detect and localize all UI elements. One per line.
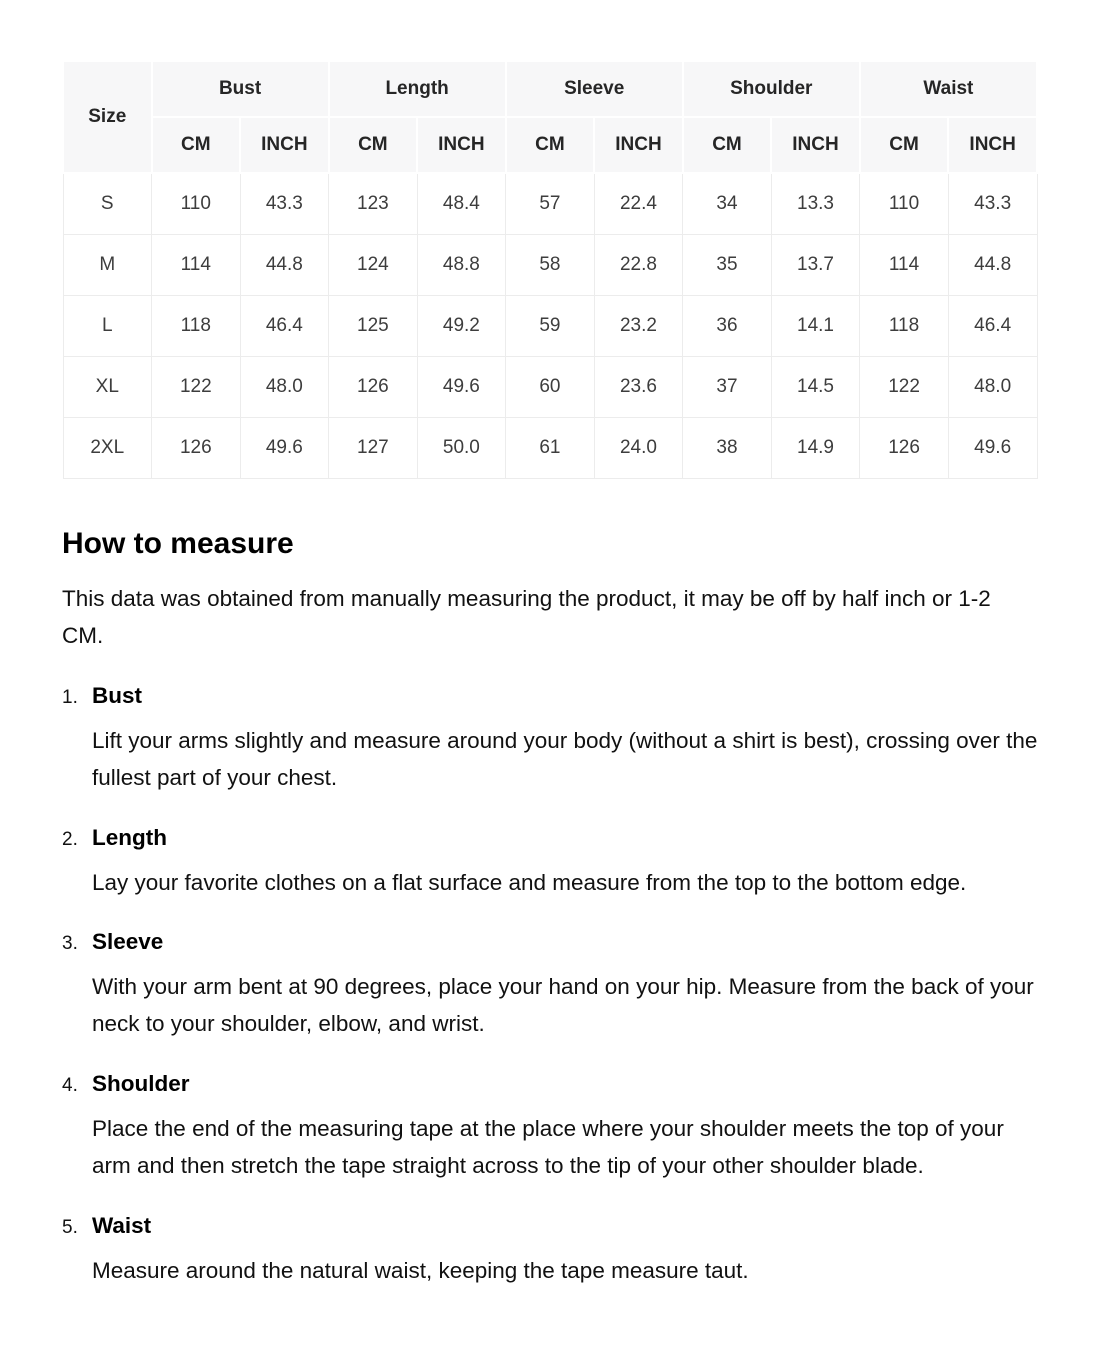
measurement-cell: 14.5 <box>771 357 860 418</box>
measurement-cell: 48.4 <box>417 173 506 235</box>
measurement-cell: 50.0 <box>417 418 506 479</box>
measurement-cell: 49.6 <box>417 357 506 418</box>
measurement-cell: 114 <box>152 235 241 296</box>
measurement-cell: 23.6 <box>594 357 683 418</box>
measurement-cell: 35 <box>683 235 772 296</box>
measure-instructions-list <box>62 683 1038 1290</box>
unit-header-bust-cm: CM <box>152 117 241 173</box>
measurement-cell: 13.7 <box>771 235 860 296</box>
group-header-sleeve: Sleeve <box>506 61 683 117</box>
size-cell: M <box>63 235 152 296</box>
measurement-cell: 61 <box>506 418 595 479</box>
group-header-shoulder: Shoulder <box>683 61 860 117</box>
item-description: With your arm bent at 90 degrees, place your hand on your hip. Measure from the back of your neck to your shoulder, elbow, and wrist. <box>92 974 1034 1037</box>
measurement-cell: 60 <box>506 357 595 418</box>
item-number: 2. <box>62 828 78 850</box>
size-cell: XL <box>63 357 152 418</box>
item-description: Place the end of the measuring tape at the place where your shoulder meets the top of your arm and then stretch the tape straight across to the tip of your other shoulder blade. <box>92 1116 1004 1179</box>
item-number: 1. <box>62 686 78 708</box>
unit-header-sleeve-inch: INCH <box>594 117 683 173</box>
measurement-cell: 126 <box>152 418 241 479</box>
item-description: Lay your favorite clothes on a flat surface and measure from the top to the bottom edge. <box>92 869 967 895</box>
measurement-cell: 126 <box>860 418 949 479</box>
unit-header-length-inch: INCH <box>417 117 506 173</box>
measure-item-waist <box>62 1213 1038 1290</box>
measurement-cell: 22.4 <box>594 173 683 235</box>
measurement-cell: 126 <box>329 357 418 418</box>
measurement-cell: 44.8 <box>948 235 1037 296</box>
measurement-cell: 22.8 <box>594 235 683 296</box>
measurement-cell: 48.0 <box>240 357 329 418</box>
measurement-cell: 49.2 <box>417 296 506 357</box>
measure-item-length <box>62 825 1038 902</box>
measurement-cell: 46.4 <box>948 296 1037 357</box>
measurement-cell: 127 <box>329 418 418 479</box>
group-header-waist: Waist <box>860 61 1037 117</box>
measurement-cell: 34 <box>683 173 772 235</box>
measurement-cell: 114 <box>860 235 949 296</box>
measurement-cell: 23.2 <box>594 296 683 357</box>
unit-header-shoulder-inch: INCH <box>771 117 860 173</box>
item-description: Lift your arms slightly and measure around your body (without a shirt is best), crossing over the fullest part of your chest. <box>92 727 1038 790</box>
item-number: 5. <box>62 1217 78 1239</box>
how-to-measure-intro: This data was obtained from manually measuring the product, it may be off by half inch or 1-2 CM. <box>62 586 991 648</box>
unit-header-sleeve-cm: CM <box>506 117 595 173</box>
measurement-cell: 110 <box>152 173 241 235</box>
measurement-cell: 13.3 <box>771 173 860 235</box>
measurement-cell: 124 <box>329 235 418 296</box>
size-cell: L <box>63 296 152 357</box>
measurement-cell: 48.0 <box>948 357 1037 418</box>
measurement-cell: 58 <box>506 235 595 296</box>
measurement-cell: 49.6 <box>240 418 329 479</box>
group-header-length: Length <box>329 61 506 117</box>
how-to-measure-heading: How to measure <box>62 527 294 560</box>
measurement-cell: 118 <box>152 296 241 357</box>
item-term: Waist <box>92 1213 152 1239</box>
measurement-cell: 44.8 <box>240 235 329 296</box>
measurement-cell: 59 <box>506 296 595 357</box>
measure-item-sleeve <box>62 929 1038 1043</box>
size-cell: 2XL <box>63 418 152 479</box>
measurement-cell: 24.0 <box>594 418 683 479</box>
measurement-cell: 14.9 <box>771 418 860 479</box>
unit-header-shoulder-cm: CM <box>683 117 772 173</box>
measurement-cell: 110 <box>860 173 949 235</box>
measurement-cell: 122 <box>152 357 241 418</box>
unit-header-bust-inch: INCH <box>240 117 329 173</box>
item-number: 4. <box>62 1075 78 1097</box>
size-chart-table <box>62 60 1038 479</box>
measurement-cell: 14.1 <box>771 296 860 357</box>
measurement-cell: 46.4 <box>240 296 329 357</box>
table-row-m <box>63 235 1037 296</box>
item-term: Bust <box>92 682 142 708</box>
size-column-header: Size <box>63 61 152 173</box>
unit-header-waist-cm: CM <box>860 117 949 173</box>
measurement-cell: 122 <box>860 357 949 418</box>
measurement-cell: 43.3 <box>240 173 329 235</box>
unit-header-length-cm: CM <box>329 117 418 173</box>
measure-item-bust <box>62 683 1038 797</box>
size-cell: S <box>63 173 152 235</box>
measure-item-shoulder <box>62 1071 1038 1185</box>
measurement-cell: 125 <box>329 296 418 357</box>
measurement-cell: 49.6 <box>948 418 1037 479</box>
item-term: Shoulder <box>92 1071 190 1097</box>
item-description: Measure around the natural waist, keeping the tape measure taut. <box>92 1258 749 1284</box>
measurement-cell: 43.3 <box>948 173 1037 235</box>
measurement-cell: 36 <box>683 296 772 357</box>
item-number: 3. <box>62 933 78 955</box>
measurement-cell: 118 <box>860 296 949 357</box>
table-row-2xl <box>63 418 1037 479</box>
table-row-xl <box>63 357 1037 418</box>
group-header-bust: Bust <box>152 61 329 117</box>
table-row-s <box>63 173 1037 235</box>
table-row-l <box>63 296 1037 357</box>
measurement-cell: 38 <box>683 418 772 479</box>
item-term: Length <box>92 824 167 850</box>
measurement-cell: 57 <box>506 173 595 235</box>
size-chart-header <box>63 61 1037 173</box>
unit-header-waist-inch: INCH <box>948 117 1037 173</box>
measurement-cell: 37 <box>683 357 772 418</box>
item-term: Sleeve <box>92 929 164 955</box>
size-chart-body <box>63 173 1037 479</box>
measurement-cell: 48.8 <box>417 235 506 296</box>
measurement-cell: 123 <box>329 173 418 235</box>
